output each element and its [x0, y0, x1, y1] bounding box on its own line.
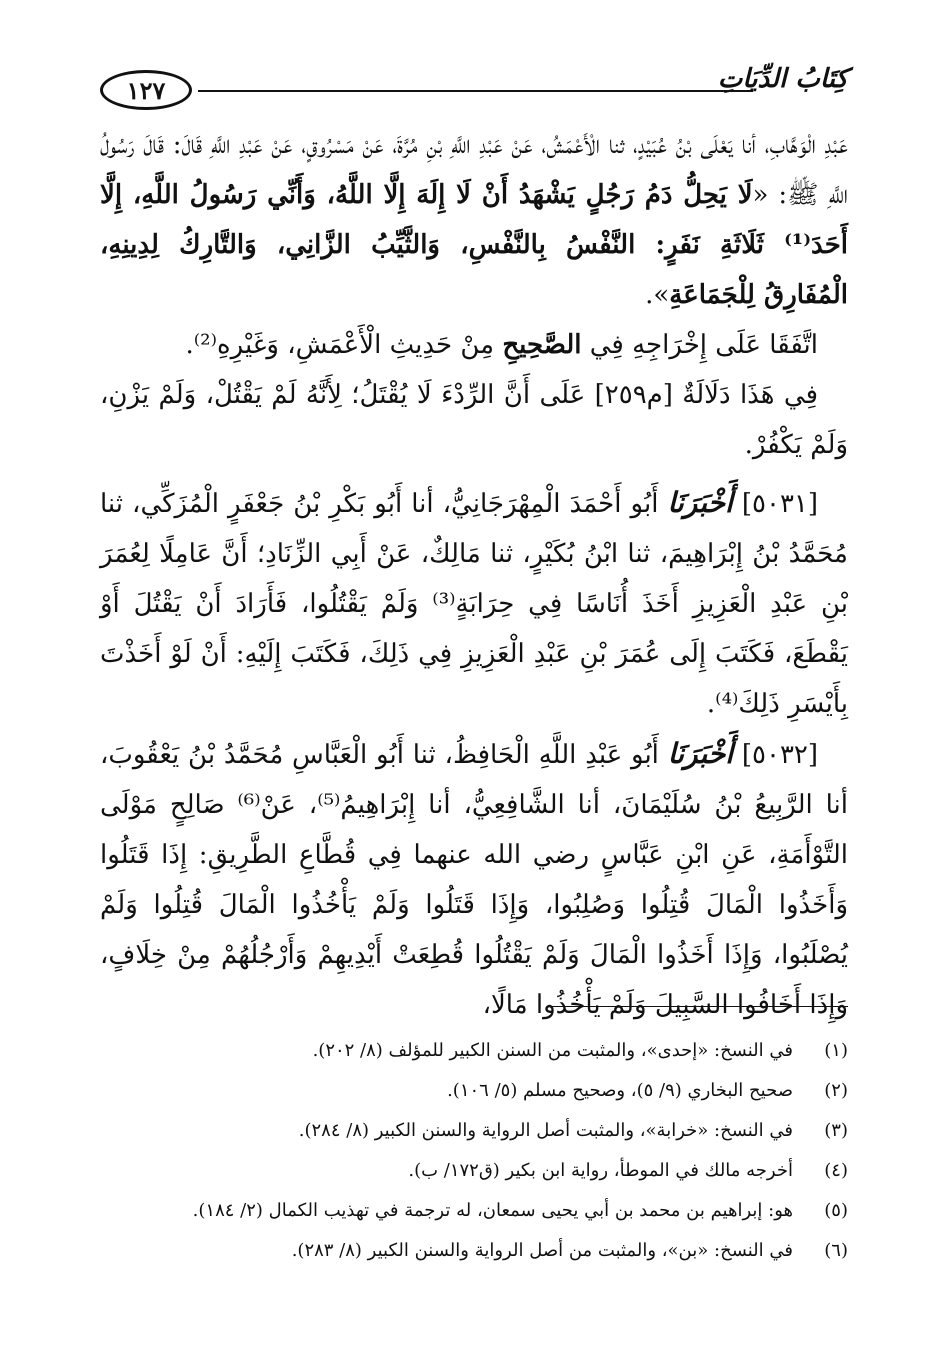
footnote-number: (٥) — [824, 1199, 848, 1221]
prophetic-saying: لَا يَحِلُّ دَمُ رَجُلٍ يَشْهَدُ أَنْ لَا إِلَهَ إِلَّا اللَّهُ، وَأَنِّي رَسُولُ اللَّهِ، إِلَّا أَحَدَ⁽¹⁾ ثَلَاثَةِ نَفَرٍ: النَّفْسُ بِالنَّفْسِ، وَالثَّيِّبُ الزَّانِي، وَالتَّارِكُ لِدِينِهِ، الْمُفَارِقُ لِلْجَمَاعَةِ — [100, 180, 848, 310]
akhbarana-marker: أَخْبَرَنَا — [667, 486, 733, 519]
footnote-number: (١) — [824, 1039, 848, 1061]
page-header — [100, 62, 848, 122]
header-rule — [198, 90, 753, 92]
hadith-5032: [٥٠٣٢] أَخْبَرَنَا أَبُو عَبْدِ اللَّهِ الْحَافِظُ، ثنا أَبُو الْعَبَّاسِ مُحَمَّدُ بْنُ يَعْقُوبَ، أنا الرَّبِيعُ بْنُ سُلَيْمَانَ، أنا الشَّافِعِيُّ، أنا إِبْرَاهِيمُ⁽⁵⁾، عَنْ⁽⁶⁾ صَالِحٍ مَوْلَى التَّوْأَمَةِ، عَنِ ابْنِ عَبَّاسٍ رضي الله عنهما فِي قُطَّاعِ الطَّرِيقِ: إِذَا قَتَلُوا وَأَخَذُوا الْمَالَ قُتِلُوا وَصُلِبُوا، وَإِذَا قَتَلُوا وَلَمْ يَأْخُذُوا الْمَالَ قُتِلُوا وَلَمْ يُصْلَبُوا، وَإِذَا أَخَذُوا الْمَالَ وَلَمْ يَقْتُلُوا قُطِعَتْ أَيْدِيهِمْ وَأَرْجُلُهُمْ مِنْ خِلَافٍ، وَإِذَا أَخَافُوا السَّبِيلَ وَلَمْ يَأْخُذُوا مَالًا، — [100, 737, 849, 1020]
main-text — [100, 120, 848, 1030]
footnote-item — [100, 1030, 848, 1070]
footnote-item — [100, 1110, 848, 1150]
footnote-item — [100, 1070, 848, 1110]
page-number-oval — [100, 70, 192, 110]
paragraph-takhrij: اتَّفَقَا عَلَى إِخْرَاجِهِ فِي الصَّحِيحِ مِنْ حَدِيثِ الْأَعْمَشِ، وَغَيْرِهِ⁽²⁾. — [185, 330, 818, 360]
hadith-number: [٥٠٣٢] — [741, 740, 819, 770]
footnote-text: صحيح البخاري (٩/ ٥)، وصحيح مسلم (٥/ ١٠٦). — [447, 1079, 793, 1101]
footnote-text: أخرجه مالك في الموطأ، رواية ابن بكير (ق١٧٢/ ب). — [408, 1159, 793, 1181]
footnote-item — [100, 1190, 848, 1230]
footnote-text: في النسخ: «إحدى»، والمثبت من السنن الكبير للمؤلف (٨/ ٢٠٢). — [312, 1039, 793, 1061]
footnotes — [100, 1030, 848, 1270]
chapter-title: كِتَابُ الدِّيَاتِ — [717, 64, 848, 94]
hadith-5031: [٥٠٣١] أَخْبَرَنَا أَبُو أَحْمَدَ الْمِهْرَجَانِيُّ، أنا أَبُو بَكْرِ بْنُ جَعْفَرٍ الْمُزَكِّي، ثنا مُحَمَّدُ بْنُ إِبْرَاهِيمَ، ثنا ابْنُ بُكَيْرٍ، ثنا مَالِكٌ، عَنْ أَبِي الزِّنَادِ؛ أَنَّ عَامِلًا لِعُمَرَ بْنِ عَبْدِ الْعَزِيزِ أَخَذَ أُنَاسًا فِي حِرَابَةٍ⁽³⁾ وَلَمْ يَقْتُلُوا، فَأَرَادَ أَنْ يَقْتُلَ أَوْ يَقْطَعَ، فَكَتَبَ إِلَى عُمَرَ بْنِ عَبْدِ الْعَزِيزِ فِي ذَلِكَ، فَكَتَبَ إِلَيْهِ: أَنْ لَوْ أَخَذْتَ بِأَيْسَرِ ذَلِكَ⁽⁴⁾. — [100, 486, 849, 719]
footnote-text: في النسخ: «بن»، والمثبت من أصل الرواية والسنن الكبير (٨/ ٢٨٣). — [291, 1239, 793, 1261]
hadith-number: [٥٠٣١] — [741, 489, 819, 519]
footnote-item — [100, 1230, 848, 1270]
footnote-number: (٣) — [824, 1119, 848, 1141]
footnote-text: هو: إبراهيم بن محمد بن أبي يحيى سمعان، له ترجمة في تهذيب الكمال (٢/ ١٨٤). — [192, 1199, 793, 1221]
sahih-reference: الصَّحِيحِ — [502, 330, 582, 360]
akhbarana-marker: أَخْبَرَنَا — [667, 737, 734, 770]
paragraph-commentary: فِي هَذَا دَلَالَةٌ [م٢٥٩] عَلَى أَنَّ الرِّدْءَ لَا يُقْتَلُ؛ لِأَنَّهُ لَمْ يَقْتُلْ، وَلَمْ يَزْنِ، وَلَمْ يَكْفُرْ. — [100, 380, 848, 460]
footnote-number: (٢) — [824, 1079, 848, 1101]
footnote-number: (٤) — [824, 1159, 848, 1181]
paragraph-hadith-text: عَبْدِ الْوَهَّابِ، أنا يَعْلَى بْنُ عُبَيْدٍ، ثنا الْأَعْمَشُ، عَنْ عَبْدِ اللَّهِ بْنِ مُرَّةَ، عَنْ مَسْرُوقٍ، عَنْ عَبْدِ اللَّهِ قَالَ: قَالَ رَسُولُ اللَّهِ ﷺ: «لَا يَحِلُّ دَمُ رَجُلٍ يَشْهَدُ أَنْ لَا إِلَهَ إِلَّا اللَّهُ، وَأَنِّي رَسُولُ اللَّهِ، إِلَّا أَحَدَ⁽¹⁾ ثَلَاثَةِ نَفَرٍ: النَّفْسُ بِالنَّفْسِ، وَالثَّيِّبُ الزَّانِي، وَالتَّارِكُ لِدِينِهِ، الْمُفَارِقُ لِلْجَمَاعَةِ». — [100, 130, 849, 310]
footnote-number: (٦) — [824, 1239, 848, 1261]
footnote-separator — [548, 1006, 848, 1007]
footnote-text: في النسخ: «خرابة»، والمثبت أصل الرواية والسنن الكبير (٨/ ٢٨٤). — [298, 1119, 793, 1141]
page-number: ١٢٧ — [126, 75, 166, 105]
footnote-item — [100, 1150, 848, 1190]
